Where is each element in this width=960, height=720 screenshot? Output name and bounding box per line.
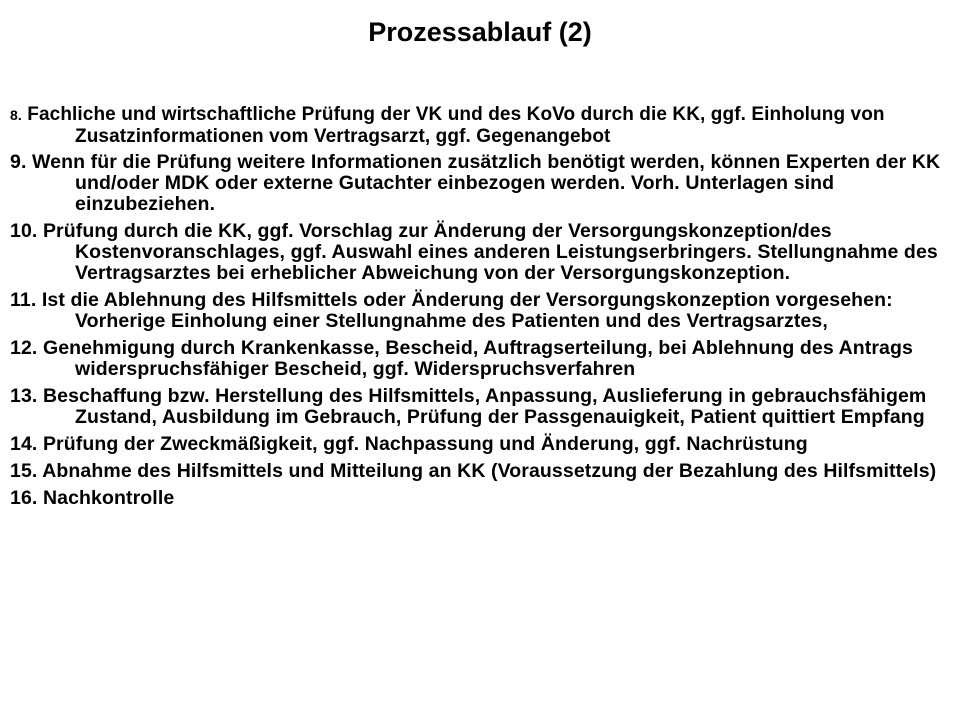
step-number: 16.	[10, 487, 38, 509]
list-item-step-14	[10, 434, 955, 455]
list-item-step-15	[10, 461, 955, 482]
list-item-step-9	[10, 152, 955, 215]
step-number: 11.	[10, 289, 37, 311]
step-number: 10.	[10, 220, 38, 242]
step-number: 8.	[10, 107, 22, 123]
step-number: 12.	[10, 337, 38, 359]
list-item-step-11	[10, 290, 955, 332]
list-item-step-16	[10, 488, 955, 509]
step-text: Ist die Ablehnung des Hilfsmittels oder Änderung der Versorgungskonzeption vorgesehen: Vorherige Einholung einer Stellungnahme des Patienten und des Vertragsarztes,	[41, 289, 893, 332]
step-text: Wenn für die Prüfung weitere Informationen zusätzlich benötigt werden, können Experten der KK und/oder MDK oder externe Gutachter einbezogen werden. Vorh. Unterlagen sind einzubeziehen.	[32, 151, 941, 215]
step-text: Prüfung durch die KK, ggf. Vorschlag zur Änderung der Versorgungskonzeption/des Kostenvoranschlages, ggf. Auswahl eines anderen Leistungserbringers. Stellungnahme des Vertragsarztes bei erheblicher Abweichung von der Versorgungskonzeption.	[42, 220, 938, 284]
page-title: Prozessablauf (2)	[368, 17, 592, 47]
step-number: 15.	[10, 460, 38, 482]
list-item-step-8	[10, 104, 955, 147]
step-text: Beschaffung bzw. Herstellung des Hilfsmittels, Anpassung, Auslieferung in gebrauchsfähigem Zustand, Ausbildung im Gebrauch, Prüfung der Passgenauigkeit, Patient quittiert Empfang	[42, 385, 927, 428]
step-number: 13.	[10, 385, 38, 407]
step-number: 9.	[10, 151, 27, 173]
list-item-step-12	[10, 338, 955, 380]
list-item-step-13	[10, 386, 955, 428]
list-item-step-10	[10, 221, 955, 284]
step-text: Fachliche und wirtschaftliche Prüfung der VK und des KoVo durch die KK, ggf. Einholung von Zusatzinformationen vom Vertragsarzt, ggf. Gegenangebot	[27, 104, 885, 147]
step-text: Abnahme des Hilfsmittels und Mitteilung an KK (Voraussetzung der Bezahlung des Hilfsmittels)	[42, 460, 937, 482]
step-text: Nachkontrolle	[42, 487, 175, 509]
step-number: 14.	[10, 433, 38, 455]
step-text: Prüfung der Zweckmäßigkeit, ggf. Nachpassung und Änderung, ggf. Nachrüstung	[42, 433, 808, 455]
step-list	[10, 104, 955, 515]
step-text: Genehmigung durch Krankenkasse, Bescheid, Auftragserteilung, bei Ablehnung des Antrags widerspruchsfähiger Bescheid, ggf. Widerspruchsverfahren	[42, 337, 913, 380]
